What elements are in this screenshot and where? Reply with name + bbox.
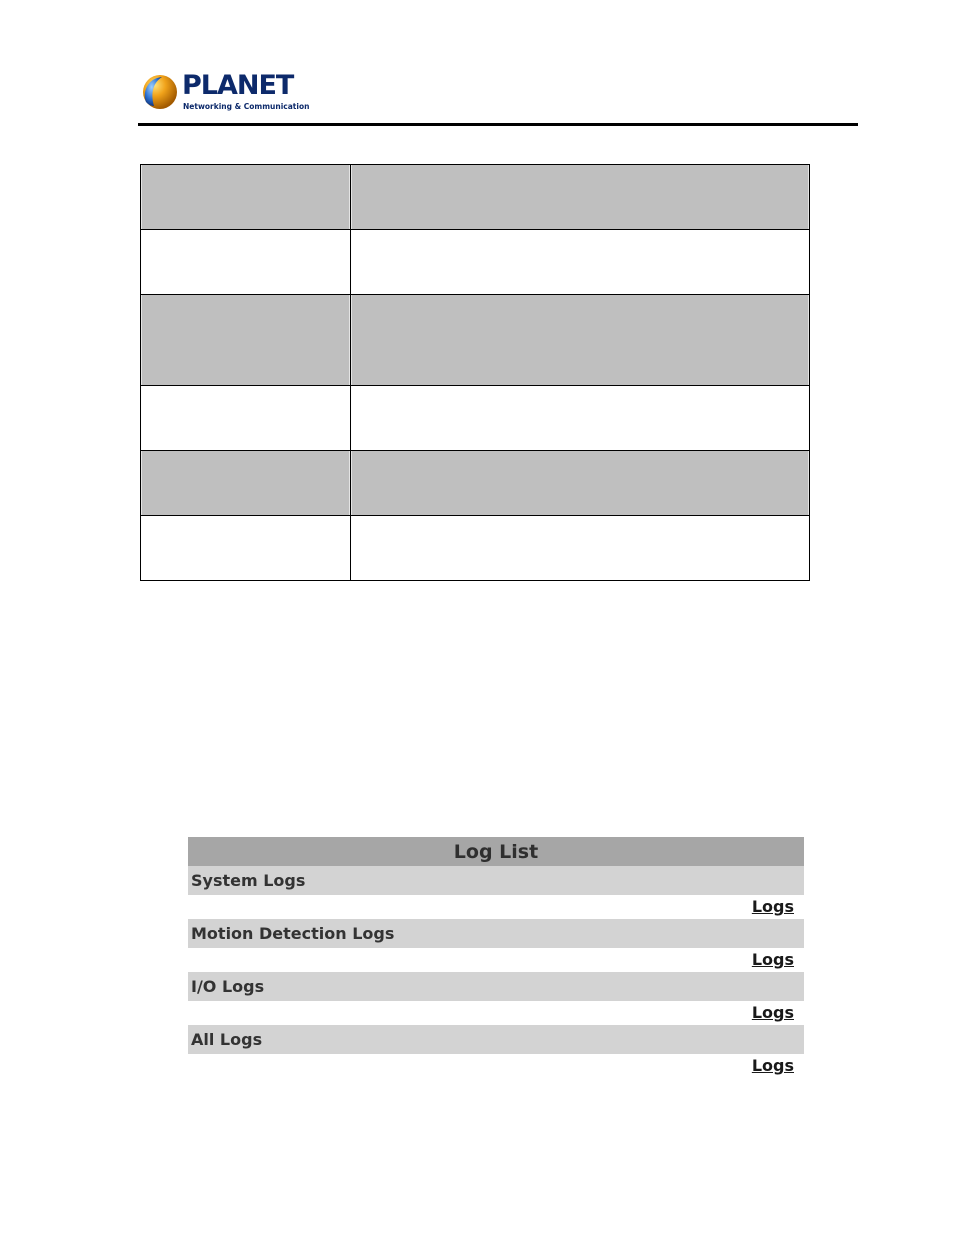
io-logs-link[interactable]: Logs — [751, 1003, 794, 1022]
table-cell — [351, 230, 810, 295]
parameter-table — [140, 164, 810, 581]
section-io-logs: I/O Logs — [188, 972, 804, 1001]
table-cell — [141, 386, 351, 451]
table-cell — [141, 295, 351, 386]
table-cell — [141, 165, 351, 230]
log-list-panel — [188, 837, 804, 1078]
log-list-title: Log List — [188, 837, 804, 866]
list-item — [188, 948, 804, 972]
brand-name: PLANET — [182, 70, 294, 101]
brand-tagline: Networking & Communication — [183, 102, 310, 111]
table-row — [141, 230, 810, 295]
table-row — [141, 295, 810, 386]
table-cell — [141, 516, 351, 581]
motion-detection-logs-link[interactable]: Logs — [751, 950, 794, 969]
table-cell — [351, 386, 810, 451]
table-cell — [351, 295, 810, 386]
section-system-logs: System Logs — [188, 866, 804, 895]
list-item — [188, 895, 804, 919]
table-row — [141, 516, 810, 581]
list-item — [188, 1001, 804, 1025]
table-cell — [141, 451, 351, 516]
planet-logo — [138, 70, 310, 116]
table-row — [141, 165, 810, 230]
all-logs-link[interactable]: Logs — [751, 1056, 794, 1075]
table-cell — [141, 230, 351, 295]
section-motion-detection-logs: Motion Detection Logs — [188, 919, 804, 948]
table-row — [141, 451, 810, 516]
table-cell — [351, 451, 810, 516]
table-cell — [351, 516, 810, 581]
header-divider — [138, 123, 858, 126]
globe-icon — [138, 72, 178, 112]
list-item — [188, 1054, 804, 1078]
table-row — [141, 386, 810, 451]
table-cell — [351, 165, 810, 230]
section-all-logs: All Logs — [188, 1025, 804, 1054]
system-logs-link[interactable]: Logs — [751, 897, 794, 916]
